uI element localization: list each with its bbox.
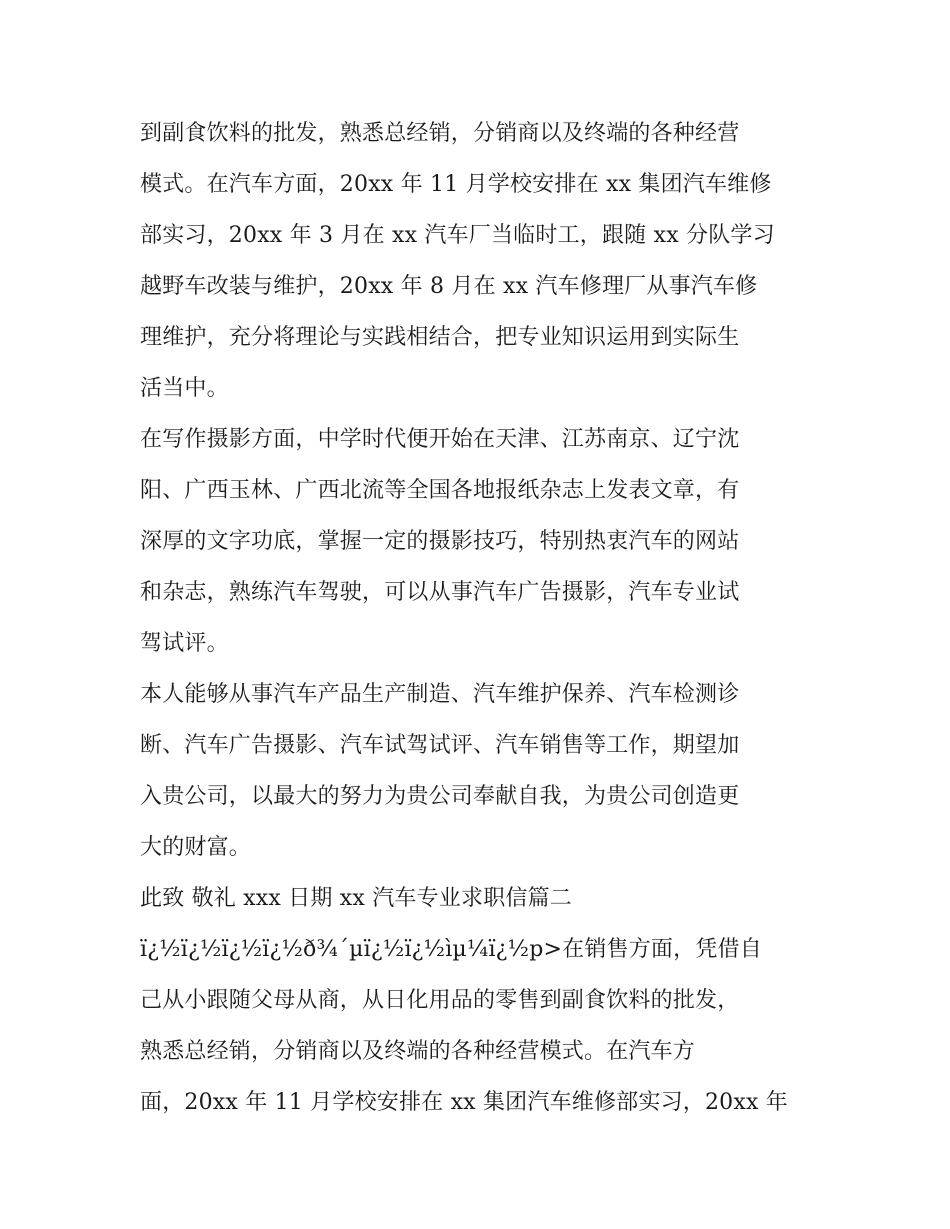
text-line: 本人能够从事汽车产品生产制造、汽车维护保养、汽车检测诊 xyxy=(140,682,740,707)
text-line: 己从小跟随父母从商，从日化用品的零售到副食饮料的批发， xyxy=(140,988,740,1013)
text-line: 此致 敬礼 xxx 日期 xx 汽车专业求职信篇二 xyxy=(140,886,573,911)
text-line: 和杂志，熟练汽车驾驶，可以从事汽车广告摄影，汽车专业试 xyxy=(140,580,740,605)
text-line: 到副食饮料的批发，熟悉总经销，分销商以及终端的各种经营 xyxy=(140,121,740,146)
text-line: 驾试评。 xyxy=(140,631,229,656)
text-line: 模式。在汽车方面，20xx 年 11 月学校安排在 xx 集团汽车维修 xyxy=(140,172,772,197)
text-line: ï¿½ï¿½ï¿½ï¿½ð¾´µï¿½ï¿½ìµ¼ï¿½p>在销售方面，凭借自 xyxy=(140,937,762,962)
text-line: 阳、广西玉林、广西北流等全国各地报纸杂志上发表文章，有 xyxy=(140,478,740,503)
text-line: 在写作摄影方面，中学时代便开始在天津、江苏南京、辽宁沈 xyxy=(140,427,740,452)
document-page xyxy=(140,108,820,1128)
text-line: 断、汽车广告摄影、汽车试驾试评、汽车销售等工作，期望加 xyxy=(140,733,740,758)
text-line: 部实习，20xx 年 3 月在 xx 汽车厂当临时工，跟随 xx 分队学习 xyxy=(140,223,775,248)
text-line: 理维护，充分将理论与实践相结合，把专业知识运用到实际生 xyxy=(140,325,740,350)
text-line: 越野车改装与维护，20xx 年 8 月在 xx 汽车修理厂从事汽车修 xyxy=(140,274,758,299)
text-line: 熟悉总经销，分销商以及终端的各种经营模式。在汽车方 xyxy=(140,1039,696,1064)
text-line: 活当中。 xyxy=(140,376,229,401)
text-line: 入贵公司，以最大的努力为贵公司奉献自我，为贵公司创造更 xyxy=(140,784,740,809)
text-line: 面，20xx 年 11 月学校安排在 xx 集团汽车维修部实习，20xx 年 xyxy=(140,1090,788,1115)
text-line: 深厚的文字功底，掌握一定的摄影技巧，特别热衷汽车的网站 xyxy=(140,529,740,554)
text-line: 大的财富。 xyxy=(140,835,252,860)
